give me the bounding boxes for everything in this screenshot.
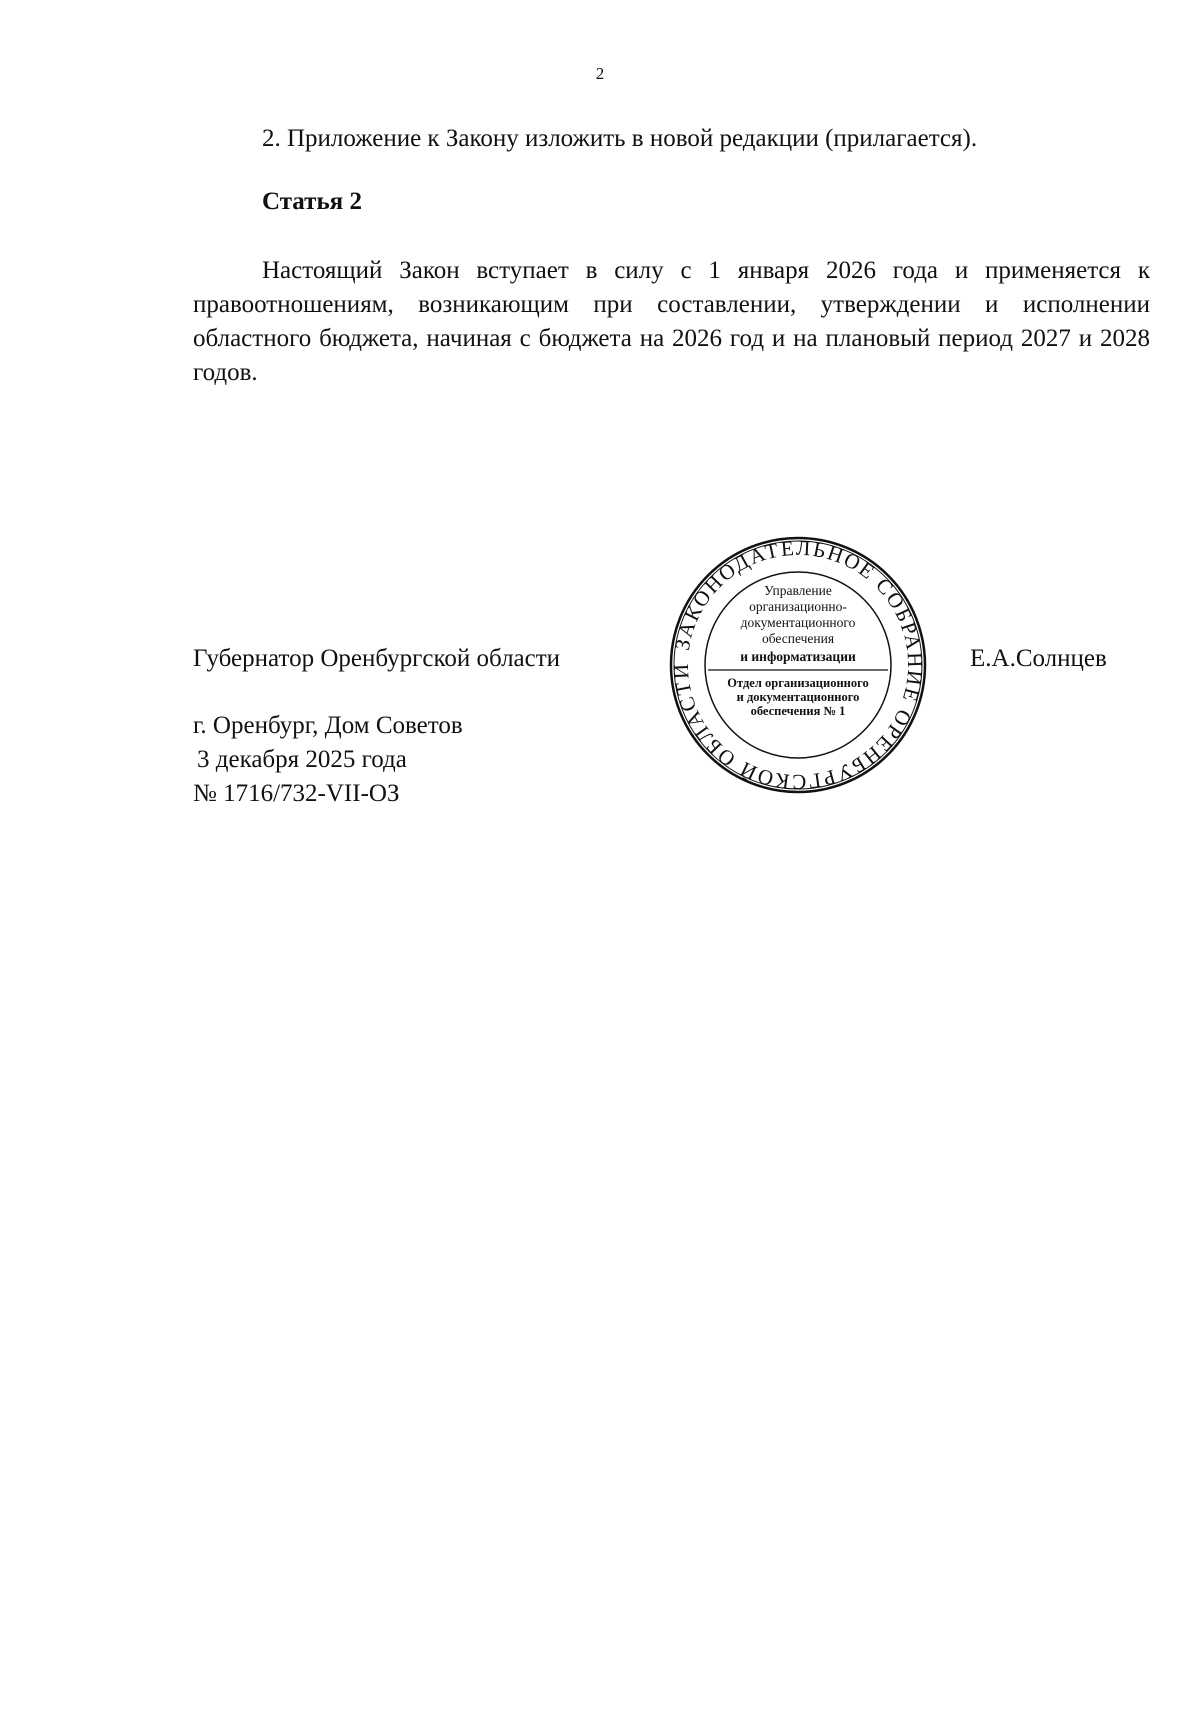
svg-text:ЗАКОНОДАТЕЛЬНОЕ СОБРАНИЕ ОРЕНБ [669, 536, 927, 794]
stamp-bottom-line: Отдел организационного [727, 676, 869, 690]
stamp-inner-line: Управление [764, 583, 832, 598]
stamp-inner-line: обеспечения [761, 631, 835, 646]
official-stamp [668, 535, 928, 795]
law-number: № 1716/732-VII-ОЗ [193, 780, 400, 807]
page-number: 2 [595, 64, 605, 83]
stamp-inner-line: документационного [740, 615, 856, 630]
signing-place: г. Оренбург, Дом Советов [193, 712, 463, 739]
stamp-bottom-line: и документационного [736, 690, 860, 704]
stamp-inner-line: и информатизации [740, 649, 856, 664]
article-heading: Статья 2 [262, 188, 362, 215]
signature-name: Е.А.Солнцев [970, 645, 1107, 672]
stamp-outer-ring-text: ЗАКОНОДАТЕЛЬНОЕ СОБРАНИЕ ОРЕНБУРГСКОЙ ОБЛАСТИ [668, 535, 928, 795]
stamp-bottom-line: обеспечения № 1 [750, 704, 846, 718]
signing-date: 3 декабря 2025 года [197, 746, 407, 773]
article-body-text: Настоящий Закон вступает в силу с 1 января 2026 года и применяется к правоотношениям, возникающим при составлении, утверждении и исполнении областного бюджета, начиная с бюджета на 2026 год и на плановый период 2027 и 2028 годов. [193, 257, 1150, 386]
stamp-inner-line: организационно- [749, 599, 847, 614]
signature-title: Губернатор Оренбургской области [193, 645, 561, 672]
paragraph-appendix: 2. Приложение к Закону изложить в новой редакции (прилагается). [262, 125, 978, 152]
